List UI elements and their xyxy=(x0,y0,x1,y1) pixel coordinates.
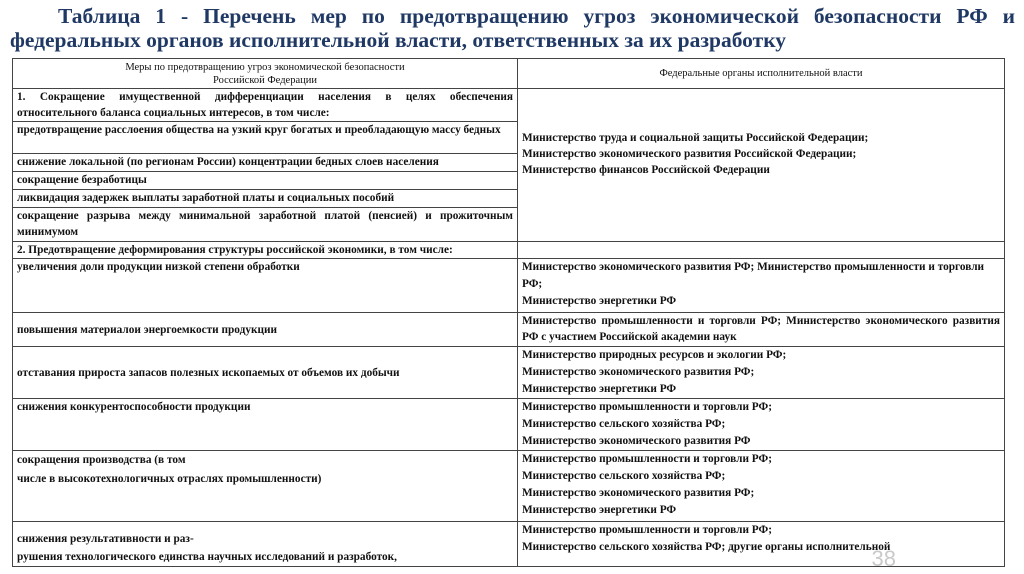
header-agencies: Федеральные органы исполнительной власти xyxy=(518,59,1005,89)
measure-cell: предотвращение расслоения общества на узкий круг богатых и преобладающую массу бедных xyxy=(13,122,518,154)
measure-cell: сокращение разрыва между минимальной заработной платой (пенсией) и прожиточным минимумом xyxy=(13,208,518,242)
measure-cell: снижение локальной (по регионам России) концентрации бедных слоев населения xyxy=(13,154,518,172)
header-measures: Меры по предотвращению угроз экономической безопасности Российской Федерации xyxy=(13,59,518,89)
agency-line: Министерство экономического развития Российской Федерации; xyxy=(522,148,857,160)
page-number: 38 xyxy=(871,546,896,571)
table-row xyxy=(13,347,1005,399)
measure-cell: увеличения доли продукции низкой степени обработки xyxy=(13,259,518,313)
section-1-agencies xyxy=(518,89,1005,242)
agencies-cell: Министерство промышленности и торговли РФ; Министерство сельского хозяйства РФ; Министерство экономического развития РФ; Министерство энергетики РФ xyxy=(518,451,1005,522)
section-1-heading-row xyxy=(13,89,1005,122)
agency-line: Министерство финансов Российской Федерации xyxy=(522,164,770,176)
agencies-cell: Министерство промышленности и торговли РФ; Министерство сельского хозяйства РФ; Министерство экономического развития РФ xyxy=(518,399,1005,451)
measure-cell: снижения результативности и раз- рушения технологического единства научных исследований и разработок, xyxy=(13,522,518,567)
measure-cell: сокращения производства (в том числе в высокотехнологичных отраслях промышленности) xyxy=(13,451,518,522)
table-row xyxy=(13,259,1005,313)
table-row xyxy=(13,313,1005,347)
measure-cell: сокращение безработицы xyxy=(13,172,518,190)
section-2-heading: 2. Предотвращение деформирования структуры российской экономики, в том числе: xyxy=(13,242,518,259)
agencies-cell: Министерство природных ресурсов и экологии РФ; Министерство экономического развития РФ; Министерство энергетики РФ xyxy=(518,347,1005,399)
agencies-cell: Министерство экономического развития РФ; Министерство промышленности и торговли РФ; Министерство энергетики РФ xyxy=(518,259,1005,313)
agency-line: Министерство труда и социальной защиты Российской Федерации; xyxy=(522,132,869,144)
measures-table xyxy=(12,58,1005,567)
measure-cell: снижения конкурентоспособности продукции xyxy=(13,399,518,451)
table-header-row xyxy=(13,59,1005,89)
section-1-heading: 1. Сокращение имущественной дифференциации населения в целях обеспечения относительного баланса социальных интересов, в том числе: xyxy=(13,89,518,122)
measure-cell: отставания прироста запасов полезных ископаемых от объемов их добычи xyxy=(13,347,518,399)
table-title: Таблица 1 - Перечень мер по предотвращению угроз экономической безопасности РФ и федеральных органов исполнительной власти, ответственных за их разработку xyxy=(10,4,1015,52)
agencies-cell: Министерство промышленности и торговли РФ; Министерство экономического развития РФ с участием Российской академии наук xyxy=(518,313,1005,347)
table-row xyxy=(13,399,1005,451)
measure-cell: повышения материалои энергоемкости продукции xyxy=(13,313,518,347)
table-row xyxy=(13,522,1005,567)
table-row xyxy=(13,451,1005,522)
section-2-heading-row xyxy=(13,242,1005,259)
empty-cell xyxy=(518,242,1005,259)
agencies-cell: Министерство промышленности и торговли РФ; Министерство сельского хозяйства РФ; другие органы исполнительной xyxy=(518,522,1005,567)
measure-cell: ликвидация задержек выплаты заработной платы и социальных пособий xyxy=(13,190,518,208)
